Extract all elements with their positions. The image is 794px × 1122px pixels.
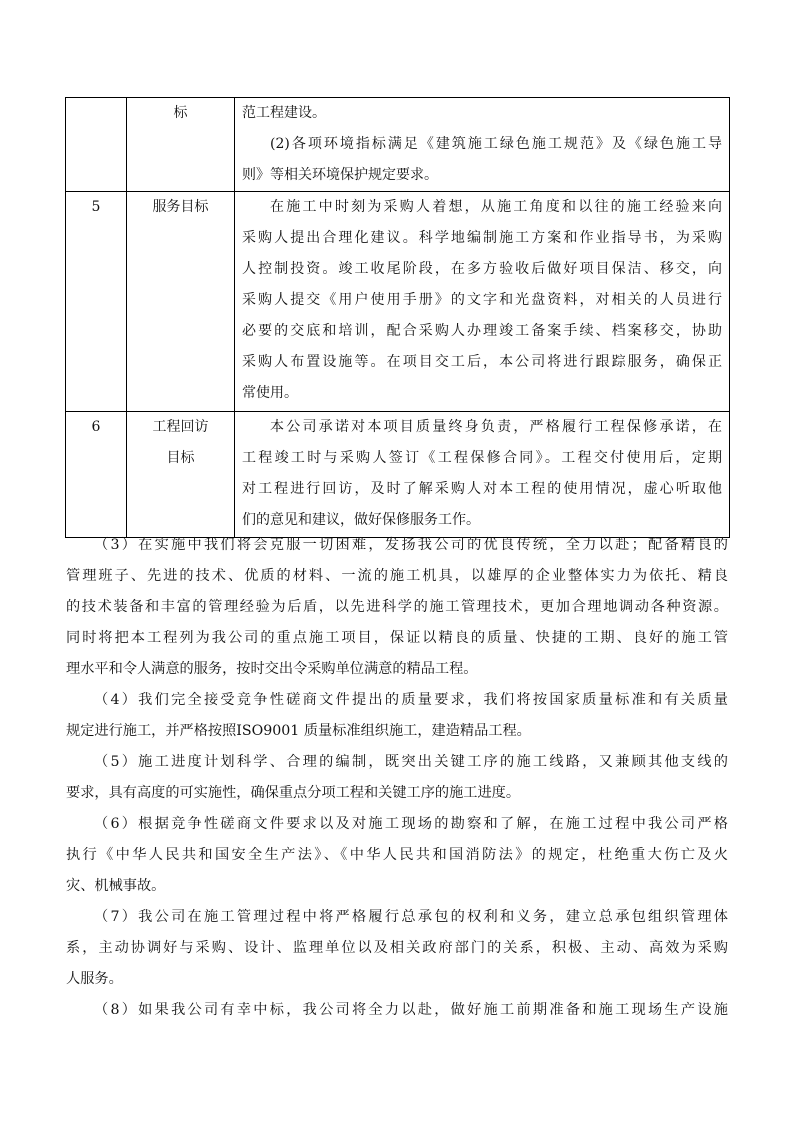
- paragraph-line: 管理班子、先进的技术、优质的材料、一流的施工机具，以雄厚的企业整体实力为依托、精良: [66, 568, 728, 584]
- paragraph-line: 理水平和令人满意的服务，按时交出令采购单位满意的精品工程。: [66, 661, 478, 677]
- table-row: [66, 192, 730, 412]
- row-number: 5: [91, 199, 101, 215]
- paragraph-line: （7）我公司在施工管理过程中将严格履行总承包的权利和义务，建立总承包组织管理体: [94, 909, 728, 925]
- paragraph-8: [66, 995, 728, 1026]
- row-number: [66, 98, 126, 129]
- table-row: [66, 412, 730, 538]
- paragraph-line: 要求，具有高度的可实施性，确保重点分项工程和关键工序的施工进度。: [66, 785, 521, 801]
- row-number-cell: [66, 98, 127, 192]
- row-number-cell: [66, 412, 127, 538]
- paragraph-line: 人服务。: [66, 971, 123, 987]
- content-line: 在施工中时刻为采购人着想，从施工角度和以往的施工经验来向: [270, 199, 722, 215]
- paragraph-line: 灾、机械事故。: [66, 878, 166, 894]
- row-number: 6: [91, 419, 101, 435]
- row-content-cell: [235, 98, 730, 192]
- content-line: 范工程建设。: [242, 105, 326, 121]
- content-line: 必要的交底和培训，配合采购人办理竣工备案手续、档案移交，协助: [242, 323, 722, 339]
- row-label: 工程回访: [152, 419, 209, 435]
- paragraph-line: 规定进行施工，并严格按照ISO9001 质量标准组织施工，建造精品工程。: [66, 723, 531, 739]
- paragraph-line: 同时将把本工程列为我公司的重点施工项目，保证以精良的质量、快捷的工期、良好的施工管: [66, 630, 728, 646]
- paragraph-5: [66, 747, 728, 809]
- table-row: [66, 98, 730, 192]
- row-number-cell: [66, 192, 127, 412]
- row-label-cell: [127, 192, 235, 412]
- content-line: 们的意见和建议，做好保修服务工作。: [242, 512, 480, 528]
- paragraph-line: （6）根据竞争性磋商文件要求以及对施工现场的勘察和了解，在施工过程中我公司严格: [94, 816, 728, 832]
- content-line: 采购人布置设施等。在项目交工后，本公司将进行跟踪服务，确保正: [242, 354, 722, 370]
- row-label-cell: [127, 98, 235, 192]
- content-line: 工程竣工时与采购人签订《工程保修合同》。工程交付使用后，定期: [242, 450, 722, 466]
- row-label: 服务目标: [152, 199, 209, 215]
- paragraph-6: [66, 809, 728, 902]
- content-line: 对工程进行回访，及时了解采购人对本工程的使用情况，虚心听取他: [242, 481, 722, 497]
- paragraph-line: （4）我们完全接受竞争性磋商文件提出的质量要求，我们将按国家质量标准和有关质量: [94, 692, 728, 708]
- row-label: 目标: [166, 450, 195, 466]
- row-content-cell: [235, 192, 730, 412]
- paragraph-line: （8）如果我公司有幸中标，我公司将全力以赴，做好施工前期准备和施工现场生产设施: [94, 1002, 728, 1018]
- paragraph-line: 的技术装备和丰富的管理经验为后盾，以先进科学的施工管理技术，更加合理地调动各种资源。: [66, 599, 728, 615]
- paragraph-4: [66, 685, 728, 747]
- body-paragraphs: [66, 530, 728, 1026]
- row-content-cell: [235, 412, 730, 538]
- paragraph-7: [66, 902, 728, 995]
- row-label-cell: [127, 412, 235, 538]
- content-line: 本公司承诺对本项目质量终身负责，严格履行工程保修承诺，在: [270, 419, 722, 435]
- content-line: 人控制投资。竣工收尾阶段，在多方验收后做好项目保洁、移交，向: [242, 261, 722, 277]
- goals-table: [65, 97, 730, 538]
- row-label: 标: [173, 105, 188, 121]
- content-line: 则》等相关环境保护规定要求。: [242, 167, 438, 183]
- content-line: 采购人提交《用户使用手册》的文字和光盘资料，对相关的人员进行: [242, 292, 722, 308]
- content-line: 常使用。: [242, 385, 298, 401]
- paragraph-3: [66, 530, 728, 685]
- content-line: 采购人提出合理化建议。科学地编制施工方案和作业指导书，为采购: [242, 230, 722, 246]
- paragraph-line: 执行《中华人民共和国安全生产法》、《中华人民共和国消防法》的规定，杜绝重大伤亡及火: [66, 847, 728, 863]
- paragraph-line: （3）在实施中我们将会克服一切困难，发扬我公司的优良传统，全力以赴；配备精良的: [94, 537, 728, 553]
- paragraph-line: （5）施工进度计划科学、合理的编制，既突出关键工序的施工线路，又兼顾其他支线的: [94, 754, 728, 770]
- content-line: (2)各项环境指标满足《建筑施工绿色施工规范》及《绿色施工导: [270, 136, 722, 152]
- paragraph-line: 系，主动协调好与采购、设计、监理单位以及相关政府部门的关系，积极、主动、高效为采购: [66, 940, 728, 956]
